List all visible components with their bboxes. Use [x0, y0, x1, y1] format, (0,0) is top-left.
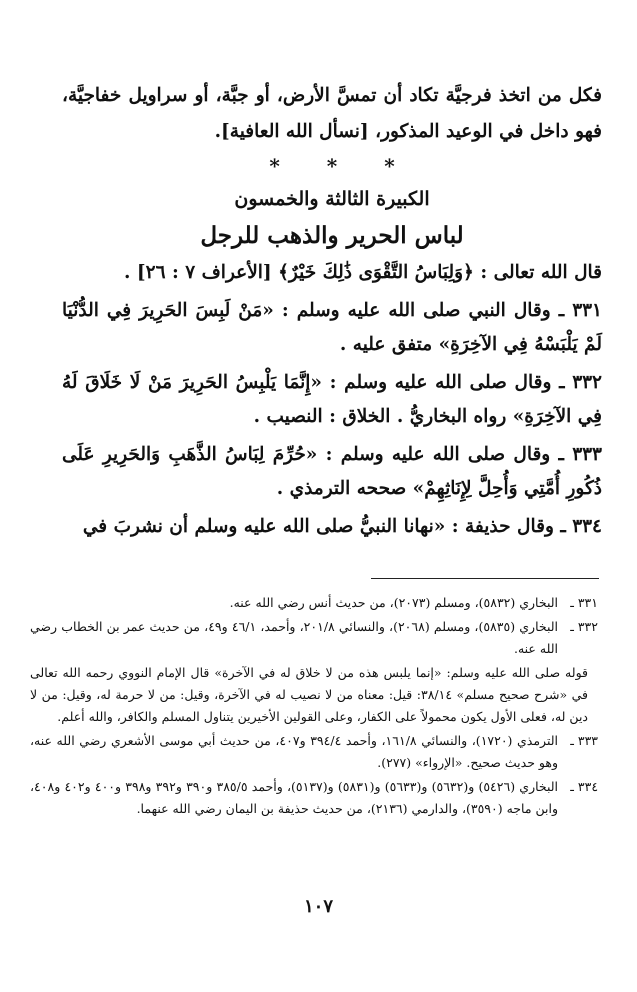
footnote-text: البخاري (٥٤٢٦) و(٥٦٣٢) و(٥٦٣٣) و(٥٨٣١) و(٥١٣٧)، وأحمد ٣٨٥/٥ و٣٩٠ و٣٩٢ و٣٩٨ و٤٠٠ و٤٠٢ و٤٠٨، وابن ماجه (٣٥٩٠)، والدارمي (٢١٣٦)، من حديث حذيفة بن اليمان رضي الله عنهما. — [30, 779, 559, 816]
chapter-title: الكبيرة الثالثة والخمسون — [234, 188, 430, 210]
footnote-332-commentary — [30, 662, 598, 728]
chapter-subtitle: لباس الحرير والذهب للرجل — [200, 222, 464, 249]
footnote-333 — [30, 730, 598, 774]
footnote-text: البخاري (٥٨٣٥)، ومسلم (٢٠٦٨)، والنسائي ٢٠١/٨، وأحمد، ٤٦/١ و٤٩، من حديث عمر بن الخطاب رضي الله عنه. — [30, 619, 558, 656]
hadith-331: ٣٣١ ـ وقال النبي صلى الله عليه وسلم : «مَنْ لَبِسَ الحَرِيرَ فِي الدُّنْيَا لَمْ يَلْبَسْهُ فِي الآخِرَةِ» متفق عليه . — [62, 300, 602, 355]
footnote-text: البخاري (٥٨٣٢)، ومسلم (٢٠٧٣)، من حديث أنس رضي الله عنه. — [229, 595, 558, 610]
separator-stars: * * * — [269, 154, 395, 178]
footnote-331 — [30, 592, 598, 614]
page-number: ١٠٧ — [303, 896, 333, 917]
footnotes — [30, 592, 598, 822]
footnote-number: ٣٣٢ ـ — [570, 619, 598, 634]
footnote-text: الترمذي (١٧٢٠)، والنسائي ١٦١/٨، وأحمد ٣٩٤/٤ و٤٠٧، من حديث أبي موسى الأشعري رضي الله عنه، وهو حديث صحيح. «الإرواء» (٢٧٧). — [30, 733, 559, 770]
footnote-334 — [30, 776, 598, 820]
page-body — [62, 78, 602, 548]
quran-verse: قال الله تعالى : ﴿وَلِبَاسُ التَّقْوَى ذَٰلِكَ خَيْرٌ﴾ [الأعراف ٧ : ٢٦] . — [124, 262, 602, 283]
footnote-number: ٣٣١ ـ — [570, 595, 598, 610]
footnote-divider — [371, 578, 599, 579]
footnote-text: قوله صلى الله عليه وسلم: «إنما يلبس هذه من لا خلاق له في الآخرة» قال الإمام النووي رحمه الله تعالى في «شرح صحيح مسلم» ٣٨/١٤: قيل: معناه من لا نصيب له في الآخرة، وقيل: من لا حرمة له، وقيل: من لا دين له، فعلى الأول يكون محمولاً على الكفار، وعلى القولين الأخيرين يتناول المسلم والكافر، والله أعلم. — [30, 665, 588, 724]
footnote-number: ٣٣٤ ـ — [570, 779, 599, 794]
intro-paragraph: فكل من اتخذ فرجيَّة تكاد أن تمسَّ الأرض، أو جبَّة، أو سراويل خفاجيَّة، فهو داخل في الوعيد المذكور، [نسأل الله العافية]. — [62, 85, 602, 142]
footnote-number: ٣٣٣ ـ — [570, 733, 599, 748]
hadith-332: ٣٣٢ ـ وقال صلى الله عليه وسلم : «إِنَّمَا يَلْبِسُ الحَرِيرَ مَنْ لَا خَلَاقَ لَهُ فِي الآخِرَةِ» رواه البخاريُّ . الخلاق : النصيب . — [62, 372, 602, 427]
hadith-333: ٣٣٣ ـ وقال صلى الله عليه وسلم : «حُرِّمَ لِبَاسُ الذَّهَبِ وَالحَرِيرِ عَلَى ذُكُورِ أُمَّتِي وَأُحِلَّ لِإِنَاثِهِمْ» صححه الترمذي . — [62, 444, 602, 499]
hadith-334: ٣٣٤ ـ وقال حذيفة : «نهانا النبيُّ صلى الله عليه وسلم أن نشربَ في — [82, 516, 602, 537]
footnote-332 — [30, 616, 598, 660]
